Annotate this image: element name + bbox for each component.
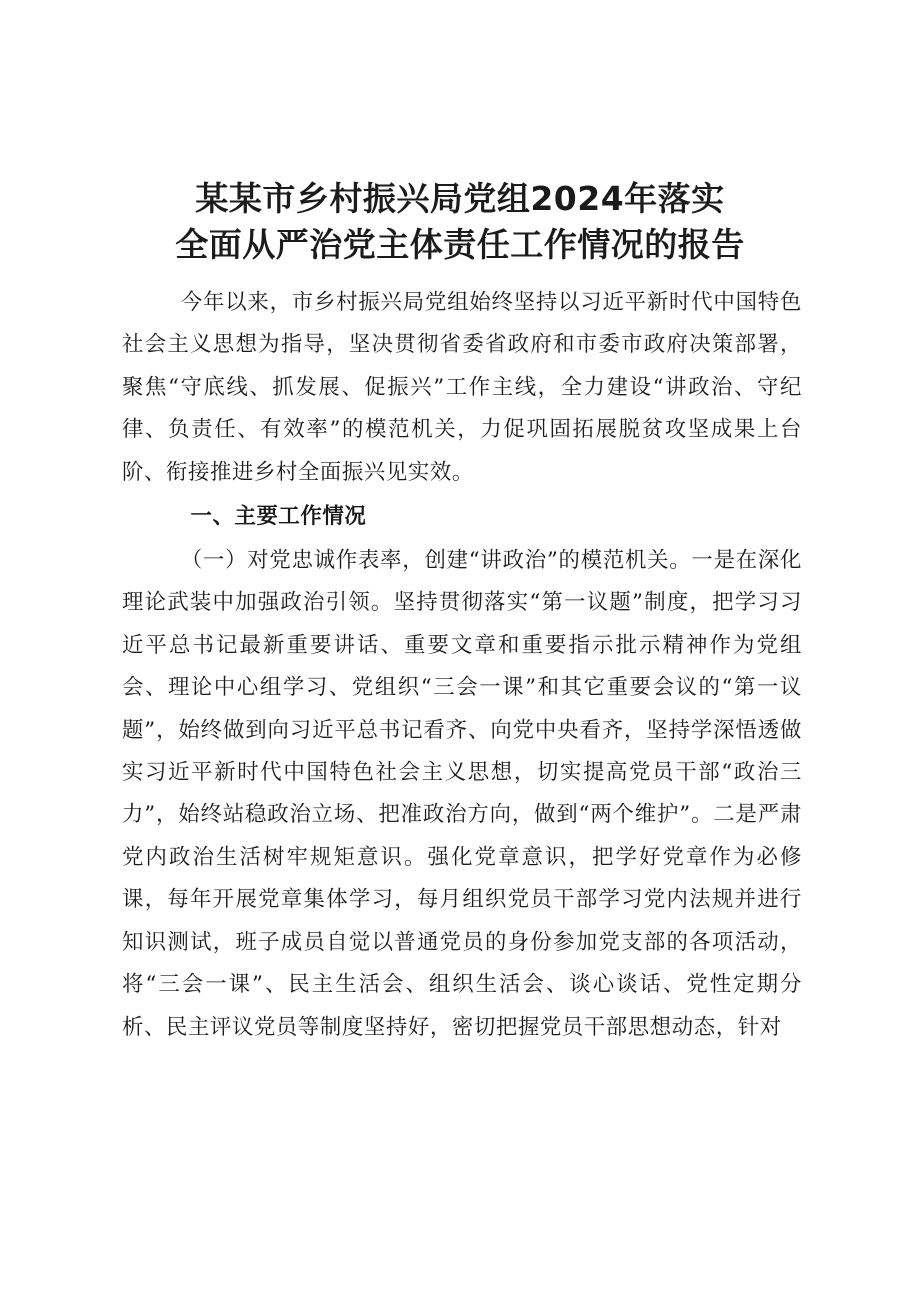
intro-paragraph: 今年以来，市乡村振兴局党组始终坚持以习近平新时代中国特色社会主义思想为指导，坚决贯彻省委省政府和市委市政府决策部署，聚焦“守底线、抓发展、促振兴”工作主线，全力建设“讲政治、守纪律、负责任、有效率”的模范机关，力促巩固拓展脱贫攻坚成果上台阶、衔接推进乡村全面振兴见实效。 bbox=[122, 290, 802, 485]
title-line-2: 全面从严治党主体责任工作情况的报告 bbox=[175, 225, 745, 265]
document-body bbox=[122, 282, 802, 1049]
document-title bbox=[120, 176, 800, 268]
title-line-1: 某某市乡村振兴局党组2024年落实 bbox=[195, 179, 725, 219]
section-heading: 一、主要工作情况 bbox=[190, 504, 367, 530]
section-paragraph: （一）对党忠诚作表率，创建“讲政治”的模范机关。一是在深化理论武装中加强政治引领。坚持贯彻落实“第一议题”制度，把学习习近平总书记最新重要讲话、重要文章和重要指示批示精神作为党组会、理论中心组学习、党组织“三会一课”和其它重要会议的“第一议题”，始终做到向习近平总书记看齐、向党中央看齐，坚持学深悟透做实习近平新时代中国特色社会主义思想，切实提高党员干部“政治三力”，始终站稳政治立场、把准政治方向，做到“两个维护”。二是严肃党内政治生活树牢规矩意识。强化党章意识，把学好党章作为必修课，每年开展党章集体学习，每月组织党员干部学习党内法规并进行知识测试，班子成员自觉以普通党员的身份参加党支部的各项活动，将“三会一课”、民主生活会、组织生活会、谈心谈话、党性定期分析、民主评议党员等制度坚持好，密切把握党员干部思想动态，针对 bbox=[122, 548, 802, 1040]
